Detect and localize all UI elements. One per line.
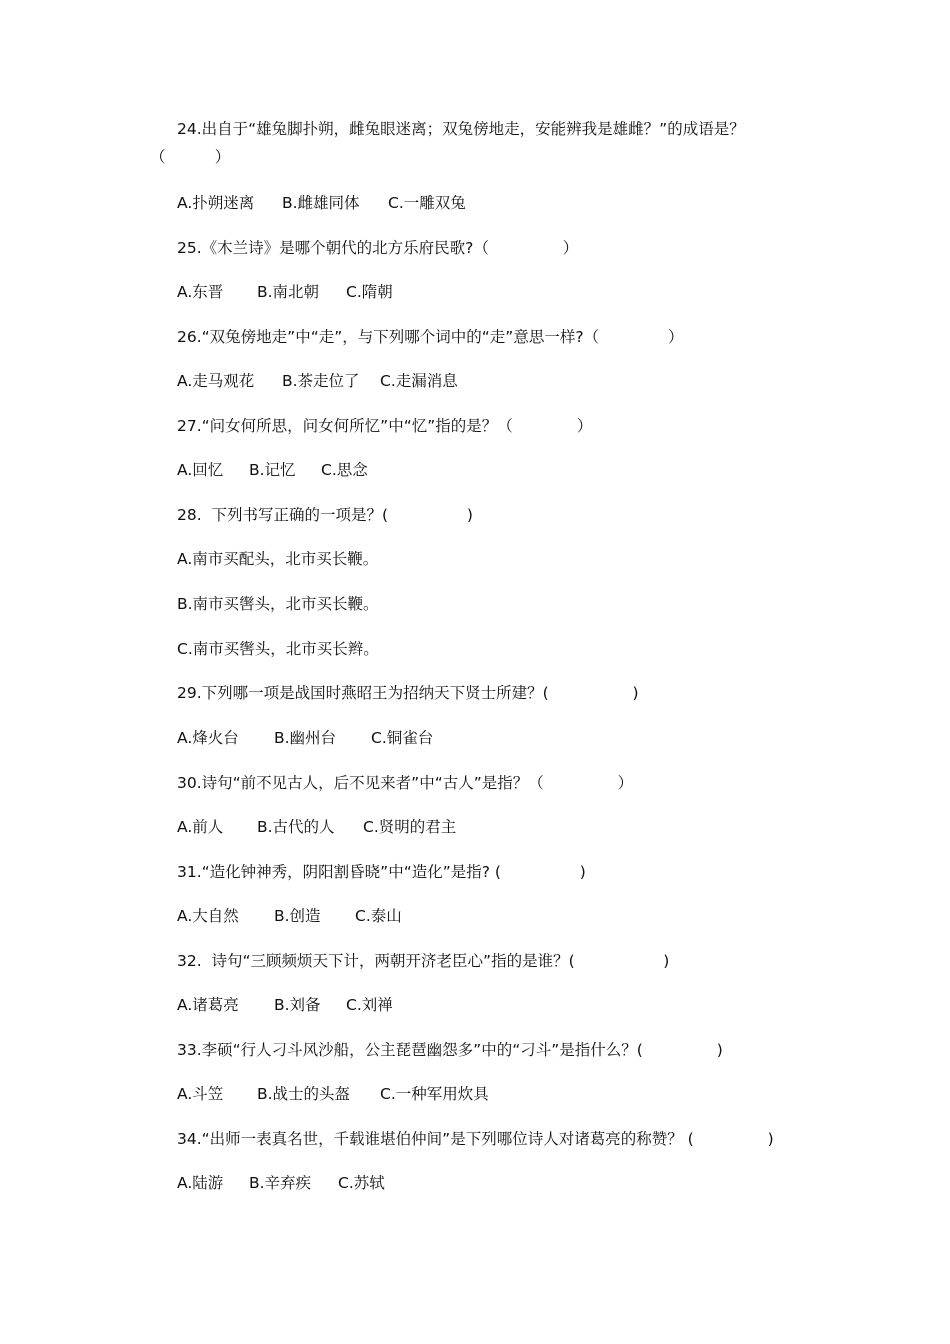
question-32-option-a: A.诸葛亮	[177, 996, 239, 1014]
question-26-option-b: B.茶走位了	[282, 372, 360, 390]
question-24-option-c: C.一雕双兔	[388, 194, 466, 212]
question-31-option-a: A.大自然	[177, 907, 239, 925]
question-24-option-a: A.扑朔迷离	[177, 194, 255, 212]
question-24-option-b: B.雌雄同体	[282, 194, 360, 212]
question-29-text: 29.下列哪一项是战国时燕昭王为招纳天下贤士所建？( )	[177, 684, 639, 702]
question-25-option-b: B.南北朝	[257, 283, 320, 301]
question-32-option-c: C.刘禅	[346, 996, 393, 1014]
question-34-option-c: C.苏轼	[338, 1174, 385, 1192]
question-30-option-c: C.贤明的君主	[363, 818, 457, 836]
question-27-option-a: A.回忆	[177, 461, 224, 479]
question-26-option-a: A.走马观花	[177, 372, 255, 390]
question-26-option-c: C.走漏消息	[380, 372, 458, 390]
question-29-option-b: B.幽州台	[274, 729, 337, 747]
question-25-option-a: A.东晋	[177, 283, 224, 301]
question-33-option-c: C.一种军用炊具	[380, 1085, 489, 1103]
question-32-option-b: B.刘备	[274, 996, 321, 1014]
question-28-option-c: C.南市买辔头，北市买长辫。	[177, 640, 379, 658]
question-31-option-c: C.泰山	[355, 907, 402, 925]
question-29-option-c: C.铜雀台	[371, 729, 434, 747]
question-30-option-a: A.前人	[177, 818, 224, 836]
question-31-text: 31.“造化钟神秀，阴阳割昏晓”中“造化”是指? ( )	[177, 863, 586, 881]
question-31-option-b: B.创造	[274, 907, 321, 925]
question-33-option-a: A.斗笠	[177, 1085, 224, 1103]
question-34-option-b: B.辛弃疾	[249, 1174, 312, 1192]
question-28-option-a: A.南市买配头，北市买长鞭。	[177, 550, 379, 568]
question-27-option-b: B.记忆	[249, 461, 296, 479]
question-28-option-b: B.南市买辔头，北市买长鞭。	[177, 595, 379, 613]
question-34-option-a: A.陆游	[177, 1174, 224, 1192]
question-24-text: 24.出自于“雄兔脚扑朔，雌兔眼迷离；双兔傍地走，安能辨我是雄雌？”的成语是？	[177, 120, 745, 138]
question-32-text: 32. 诗句“三顾频烦天下计，两朝开济老臣心”指的是谁？( )	[177, 952, 670, 970]
question-33-text: 33.李硕“行人刁斗风沙船，公主琵琶幽怨多”中的“刁斗”是指什么？( )	[177, 1041, 723, 1059]
question-30-text: 30.诗句“前不见古人，后不见来者”中“古人”是指？（ ）	[177, 774, 634, 792]
question-33-option-b: B.战士的头盔	[257, 1085, 351, 1103]
question-25-option-c: C.隋朝	[346, 283, 393, 301]
question-24-answer-blank: （ ）	[150, 148, 231, 166]
question-26-text: 26.“双兔傍地走”中“走”，与下列哪个词中的“走”意思一样?（ ）	[177, 328, 684, 346]
question-28-text: 28. 下列书写正确的一项是？( )	[177, 506, 473, 524]
question-27-text: 27.“问女何所思，问女何所忆”中“忆”指的是？（ ）	[177, 417, 593, 435]
question-30-option-b: B.古代的人	[257, 818, 335, 836]
question-25-text: 25.《木兰诗》是哪个朝代的北方乐府民歌?（ ）	[177, 239, 579, 257]
question-34-text: 34.“出师一表真名世，千载谁堪伯仲间”是下列哪位诗人对诸葛亮的称赞？ ( )	[177, 1130, 774, 1148]
question-29-option-a: A.烽火台	[177, 729, 239, 747]
question-27-option-c: C.思念	[321, 461, 368, 479]
